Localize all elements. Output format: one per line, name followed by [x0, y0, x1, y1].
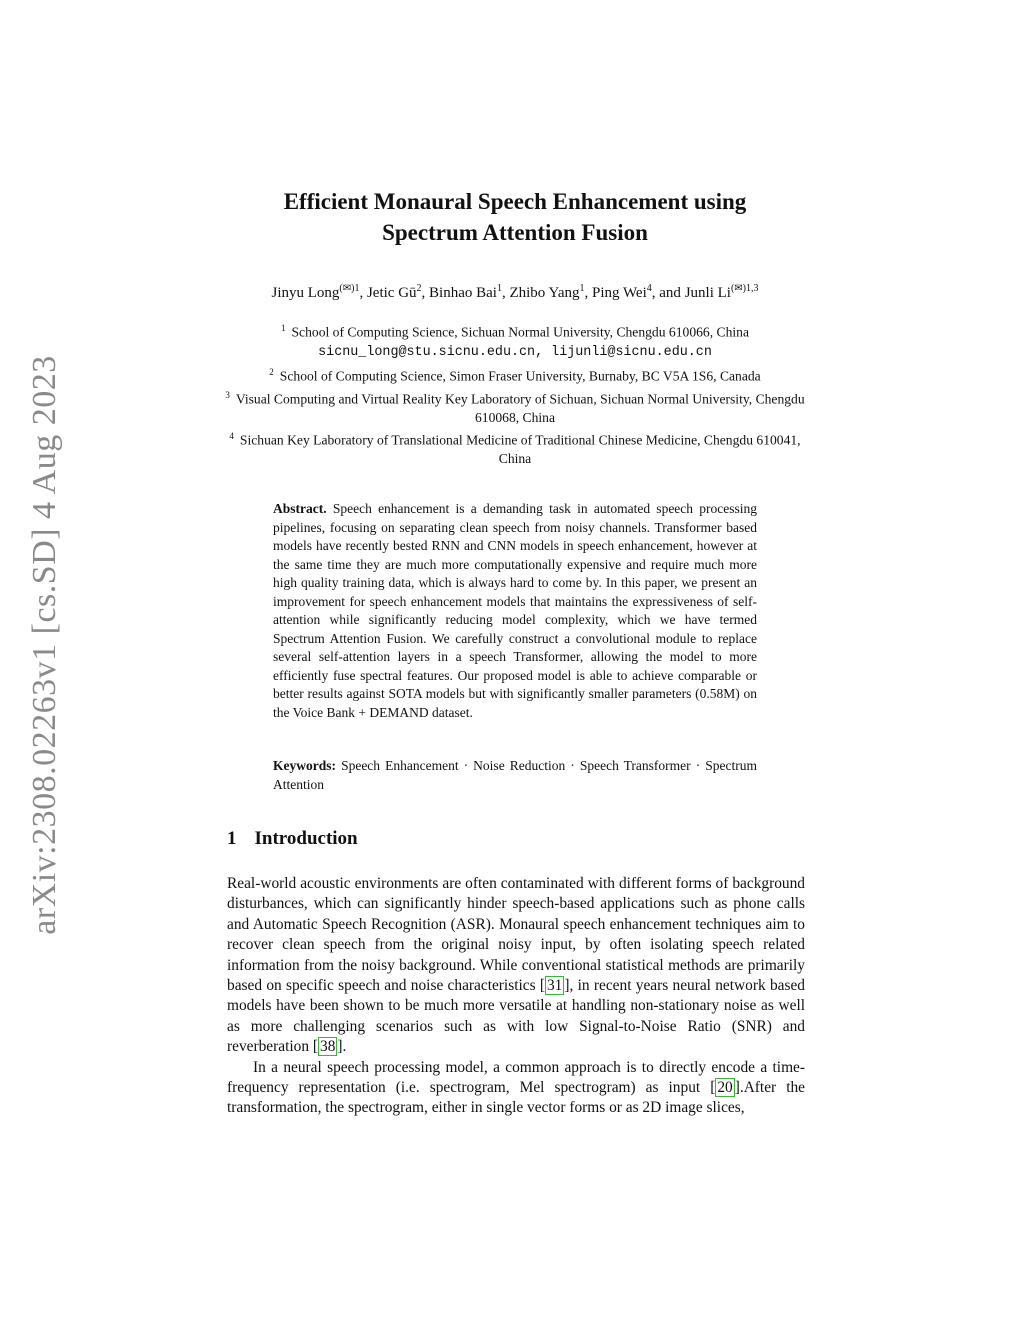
- author-affiliation-mark: 1: [579, 283, 585, 294]
- paragraph-text: ].After the transformation, the spectrogram, either in single vector forms or as 2D image slices,: [227, 1079, 805, 1117]
- paragraph: [227, 1058, 805, 1119]
- author-separator: , and: [651, 285, 685, 301]
- author-name: Jinyu Long: [271, 285, 340, 301]
- affiliation-line: [220, 386, 810, 428]
- section-number: 1: [227, 828, 237, 849]
- affiliation-text: Sichuan Key Laboratory of Translational Medicine of Traditional Chinese Medicine, Chengdu 610041, China: [239, 432, 801, 467]
- affiliation-text: Visual Computing and Virtual Reality Key Laboratory of Sichuan, Sichuan Normal University, Chengdu 610068, China: [235, 391, 805, 425]
- author-affiliation-mark: (✉)1: [339, 283, 360, 294]
- citation-link[interactable]: 38: [320, 1038, 336, 1056]
- arxiv-identifier-text: arXiv:2308.02263v1 [cs.SD] 4 Aug 2023: [26, 355, 63, 935]
- affiliations: [220, 319, 810, 469]
- keywords: [273, 757, 757, 794]
- author-separator: ,: [421, 285, 430, 301]
- citation-link[interactable]: 31: [546, 977, 563, 995]
- keywords-text: Speech Enhancement · Noise Reduction · Speech Transformer · Spectrum Attention: [273, 758, 757, 792]
- abstract-text: Speech enhancement is a demanding task in automated speech processing pipelines, focusing on separating clean speech from noisy channels. Transformer based models have recently bested RNN and CNN models in speech enhancement, however at the same time they are much more computationally expensive and require much more high quality training data, which is always hard to come by. In this paper, we present an improvement for speech enhancement models that maintains the expressiveness of self-attention while significantly reducing model complexity, which we have termed Spectrum Attention Fusion. We carefully construct a convolutional module to replace several self-attention layers in a speech Transformer, allowing the model to more efficiently fuse spectral features. Our proposed model is able to achieve comparable or better results against SOTA models but with significantly smaller parameters (0.58M) on the Voice Bank + DEMAND dataset.: [273, 501, 758, 720]
- section-title: Introduction: [254, 828, 358, 849]
- affiliation-line: [220, 319, 810, 342]
- body-text: [227, 874, 805, 1119]
- paper-title-line-2: Spectrum Attention Fusion: [382, 220, 648, 245]
- paragraph-text: In a neural speech processing model, a common approach is to directly encode a time-frequency representation (i.e. spectrogram, Mel spectrogram) as input [: [227, 1058, 805, 1097]
- author-list: [180, 283, 850, 302]
- author-name: Junli Li: [684, 285, 731, 301]
- affiliation-line: [220, 427, 810, 469]
- author-separator: ,: [501, 285, 510, 301]
- author-emails: sicnu_long@stu.sicnu.edu.cn, lijunli@sicnu.edu.cn: [318, 345, 712, 361]
- affiliation-number: 3: [225, 389, 230, 400]
- paper-title-line-1: Efficient Monaural Speech Enhancement using: [283, 189, 747, 214]
- affiliation-line: [220, 363, 810, 386]
- paragraph: [227, 874, 805, 1058]
- author-name: Ping Wei: [591, 285, 647, 301]
- affiliation-text: School of Computing Science, Simon Fraser University, Burnaby, BC V5A 1S6, Canada: [279, 368, 761, 384]
- author-name: Zhibo Yang: [509, 285, 580, 301]
- author-name: Jetic Gū: [366, 285, 417, 301]
- author-affiliation-mark: 4: [646, 283, 652, 294]
- paragraph-text: Real-world acoustic environments are often contaminated with different forms of background disturbances, which can significantly hinder speech-based applications such as phone calls and Automatic Speech Recognition (ASR). Monaural speech enhancement techniques aim to recover clean speech from the original noisy input, by often isolating speech related information from the noisy background. While conventional statistical methods are primarily based on specific speech and noise characteristics [: [227, 875, 805, 995]
- author-name: Binhao Bai: [429, 285, 497, 301]
- affiliation-text: School of Computing Science, Sichuan Normal University, Chengdu 610066, China: [291, 324, 749, 340]
- author-affiliation-mark: (✉)1,3: [730, 283, 759, 294]
- paragraph-text: ], in recent years neural network based models have been shown to be much more versatile at handling non-stationary noise as well as more challenging scenarios such as with low Signal-to-Noise Ratio (SNR) and reverberation [: [227, 977, 805, 1056]
- author-affiliation-mark: 1: [496, 283, 502, 294]
- abstract: [273, 500, 757, 722]
- author-affiliation-mark: 2: [416, 283, 422, 294]
- affiliation-number: 2: [269, 366, 274, 377]
- author-separator: ,: [359, 285, 367, 301]
- affiliation-line: [220, 342, 810, 363]
- affiliation-number: 1: [281, 323, 286, 333]
- paper-title: [200, 186, 830, 248]
- citation-link[interactable]: 20: [717, 1079, 733, 1097]
- paragraph-text: ].: [337, 1038, 347, 1056]
- section-heading: [227, 828, 358, 850]
- keywords-label: Keywords:: [273, 758, 336, 773]
- author-separator: ,: [584, 285, 592, 301]
- affiliation-number: 4: [229, 431, 234, 442]
- abstract-label: Abstract.: [273, 501, 327, 516]
